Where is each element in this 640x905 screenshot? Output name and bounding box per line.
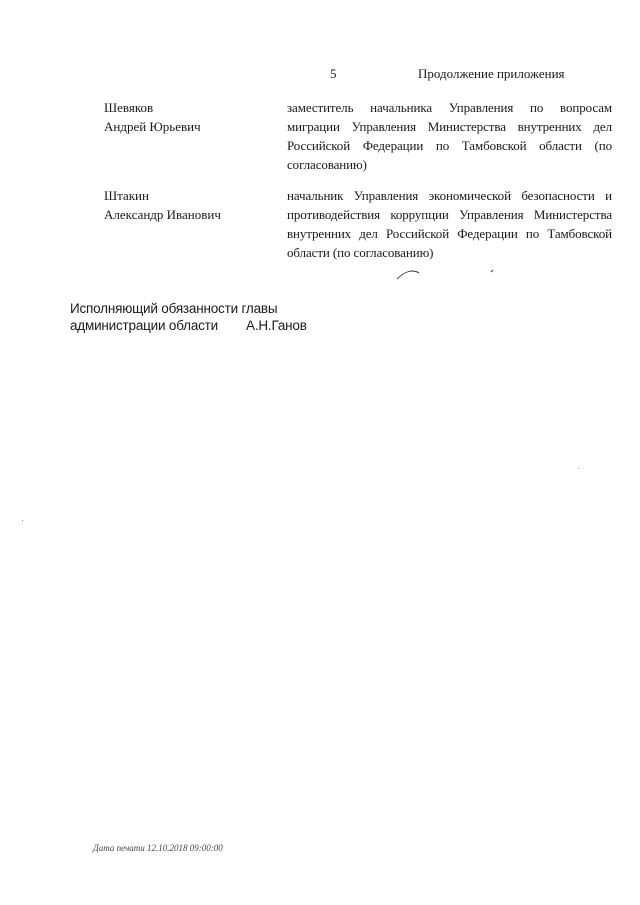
member-given-names: Андрей Юрьевич [104, 119, 201, 134]
member-name [104, 186, 274, 224]
scan-speck [578, 468, 579, 469]
scan-speck [22, 520, 23, 521]
signatory-name: А.Н.Ганов [246, 318, 307, 333]
signatory-block [70, 300, 307, 334]
member-role: начальник Управления экономической безопасности и противодействия коррупции Управления Министерства внутренних дел Российской Федерации по Тамбовской области (по согласованию) [287, 188, 612, 260]
member-name [104, 98, 274, 136]
member-given-names: Александр Иванович [104, 207, 221, 222]
member-surname: Шевяков [104, 100, 154, 115]
continuation-label: Продолжение приложения [418, 66, 565, 81]
signatory-title-line2-text: администрации области [70, 318, 219, 333]
initials-scribble [395, 263, 505, 283]
signatory-title-line1: Исполняющий обязанности главы [70, 301, 278, 316]
member-role: заместитель начальника Управления по вопросам миграции Управления Министерства внутренних дел Российской Федерации по Тамбовской области (по согласованию) [287, 100, 612, 172]
member-surname: Штакин [104, 188, 149, 203]
print-date: Дата печати 12.10.2018 09:00:00 [93, 843, 223, 853]
page-number: 5 [330, 66, 337, 81]
signatory-title-line2 [70, 317, 307, 334]
